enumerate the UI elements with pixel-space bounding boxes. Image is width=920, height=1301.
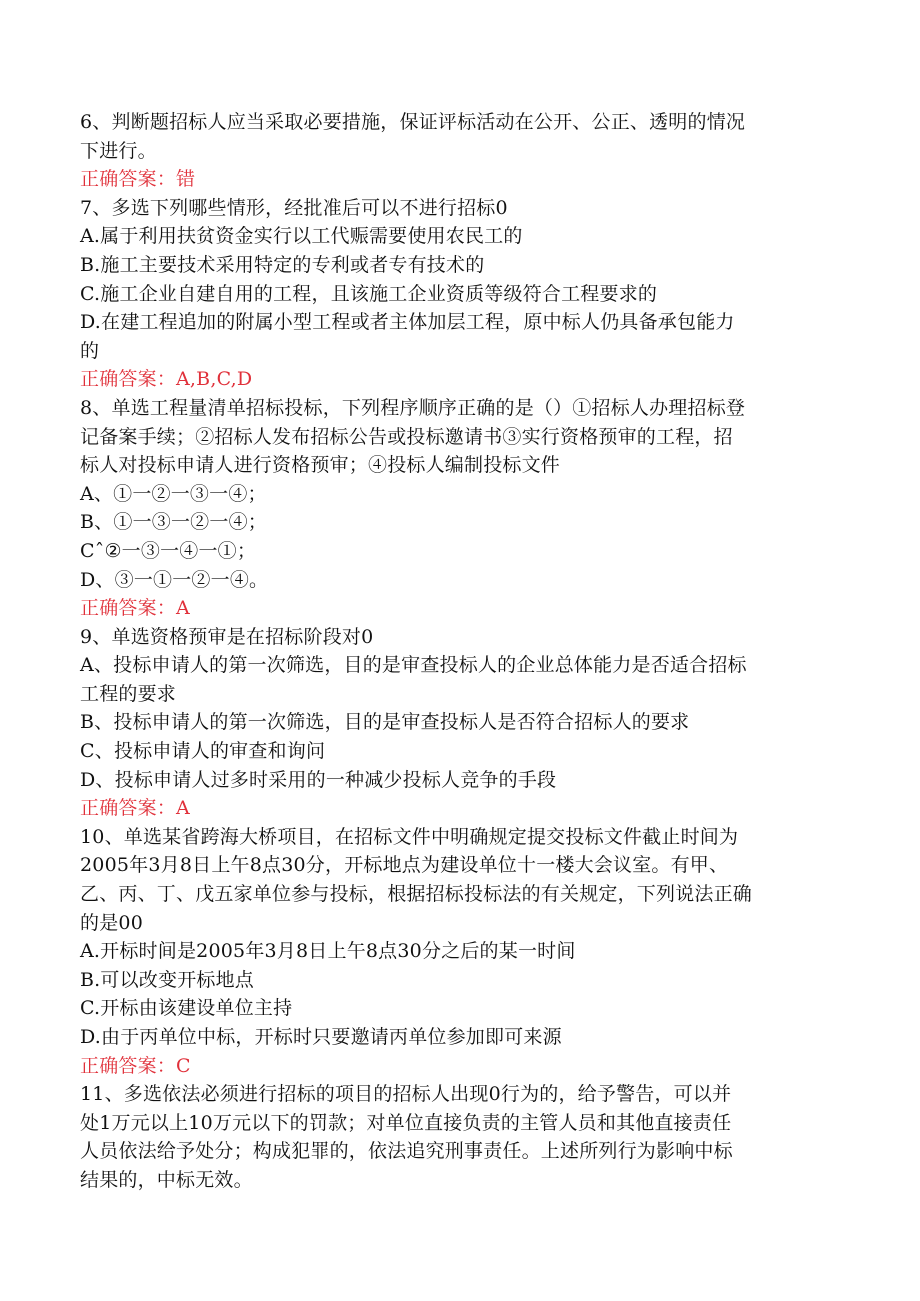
answer-line: [80, 794, 840, 823]
option-line: C.开标由该建设单位主持: [80, 997, 293, 1020]
question-text-line: 结果的，中标无效。: [80, 1168, 253, 1191]
question-text-line: 标人对投标申请人进行资格预审；④投标人编制投标文件: [80, 454, 561, 477]
option-line: D、投标申请人过多时采用的一种减少投标人竞争的手段: [80, 768, 557, 791]
option-line: D、③一①一②一④。: [80, 568, 269, 591]
option-line: A、投标申请人的第一次筛选，目的是审查投标人的企业总体能力是否适合招标: [80, 654, 747, 677]
question-10: [80, 823, 840, 1080]
option-line: A.开标时间是2005年3月8日上午8点30分之后的某一时间: [80, 940, 576, 963]
question-text-line: 8、单选工程量清单招标投标，下列程序顺序正确的是（）①招标人办理招标登: [80, 396, 746, 419]
answer-line: [80, 165, 840, 194]
question-text-line: 11、多选依法必须进行招标的项目的招标人出现0行为的，给予警告，可以并: [80, 1083, 732, 1106]
answer-value: A: [176, 797, 190, 820]
option-line: 的: [80, 339, 100, 362]
answer-value: 错: [176, 168, 196, 191]
answer-line: [80, 365, 840, 394]
answer-label: 正确答案：: [80, 168, 177, 191]
option-line: C、投标申请人的审查和询问: [80, 740, 326, 763]
question-text-line: 6、判断题招标人应当采取必要措施，保证评标活动在公开、公正、透明的情况: [80, 111, 746, 133]
question-text-line: 的是00: [80, 911, 143, 934]
answer-value: C: [176, 1054, 191, 1077]
answer-line: [80, 1052, 840, 1081]
question-text-line: 记备案手续；②招标人发布招标公告或投标邀请书③实行资格预审的工程，招: [80, 425, 733, 448]
document-page: [80, 108, 840, 1195]
option-line: B、①一③一②一④；: [80, 511, 267, 534]
option-line: D.在建工程追加的附属小型工程或者主体加层工程，原中标人仍具备承包能力: [80, 311, 735, 334]
question-11: [80, 1080, 840, 1194]
question-text-line: 下进行。: [80, 139, 157, 162]
question-text-line: 7、多选下列哪些情形，经批准后可以不进行招标0: [80, 196, 508, 219]
option-line: A.属于利用扶贫资金实行以工代赈需要使用农民工的: [80, 225, 523, 248]
question-text-line: 处1万元以上10万元以下的罚款；对单位直接负责的主管人员和其他直接责任: [80, 1111, 732, 1134]
question-8: [80, 394, 840, 623]
answer-label: 正确答案：: [80, 1054, 177, 1077]
option-line: B、投标申请人的第一次筛选，目的是审查投标人是否符合招标人的要求: [80, 711, 690, 734]
option-line: B.施工主要技术采用特定的专利或者专有技术的: [80, 253, 485, 276]
answer-label: 正确答案：: [80, 797, 177, 820]
question-text-line: 2005年3月8日上午8点30分，开标地点为建设单位十一楼大会议室。有甲、: [80, 854, 729, 877]
option-line: 工程的要求: [80, 682, 177, 705]
answer-value: A: [176, 597, 190, 620]
question-text-line: 10、单选某省跨海大桥项目，在招标文件中明确规定提交投标文件截止时间为: [80, 825, 739, 848]
question-text-line: 9、单选资格预审是在招标阶段对0: [80, 625, 374, 648]
question-9: [80, 623, 840, 823]
answer-value: A,B,C,D: [176, 368, 253, 391]
option-line: Cˆ②一③一④一①；: [80, 539, 257, 562]
answer-line: [80, 594, 840, 623]
question-6: [80, 108, 840, 194]
option-line: A、①一②一③一④；: [80, 482, 267, 505]
question-text-line: 乙、丙、丁、戊五家单位参与投标，根据招标投标法的有关规定，下列说法正确: [80, 883, 753, 906]
question-text-line: 人员依法给予处分；构成犯罪的，依法追究刑事责任。上述所列行为影响中标: [80, 1140, 733, 1163]
question-7: [80, 194, 840, 394]
option-line: C.施工企业自建自用的工程，且该施工企业资质等级符合工程要求的: [80, 282, 658, 305]
option-line: D.由于丙单位中标，开标时只要邀请丙单位参加即可来源: [80, 1026, 562, 1048]
answer-label: 正确答案：: [80, 597, 177, 620]
answer-label: 正确答案：: [80, 368, 177, 391]
option-line: B.可以改变开标地点: [80, 968, 255, 991]
